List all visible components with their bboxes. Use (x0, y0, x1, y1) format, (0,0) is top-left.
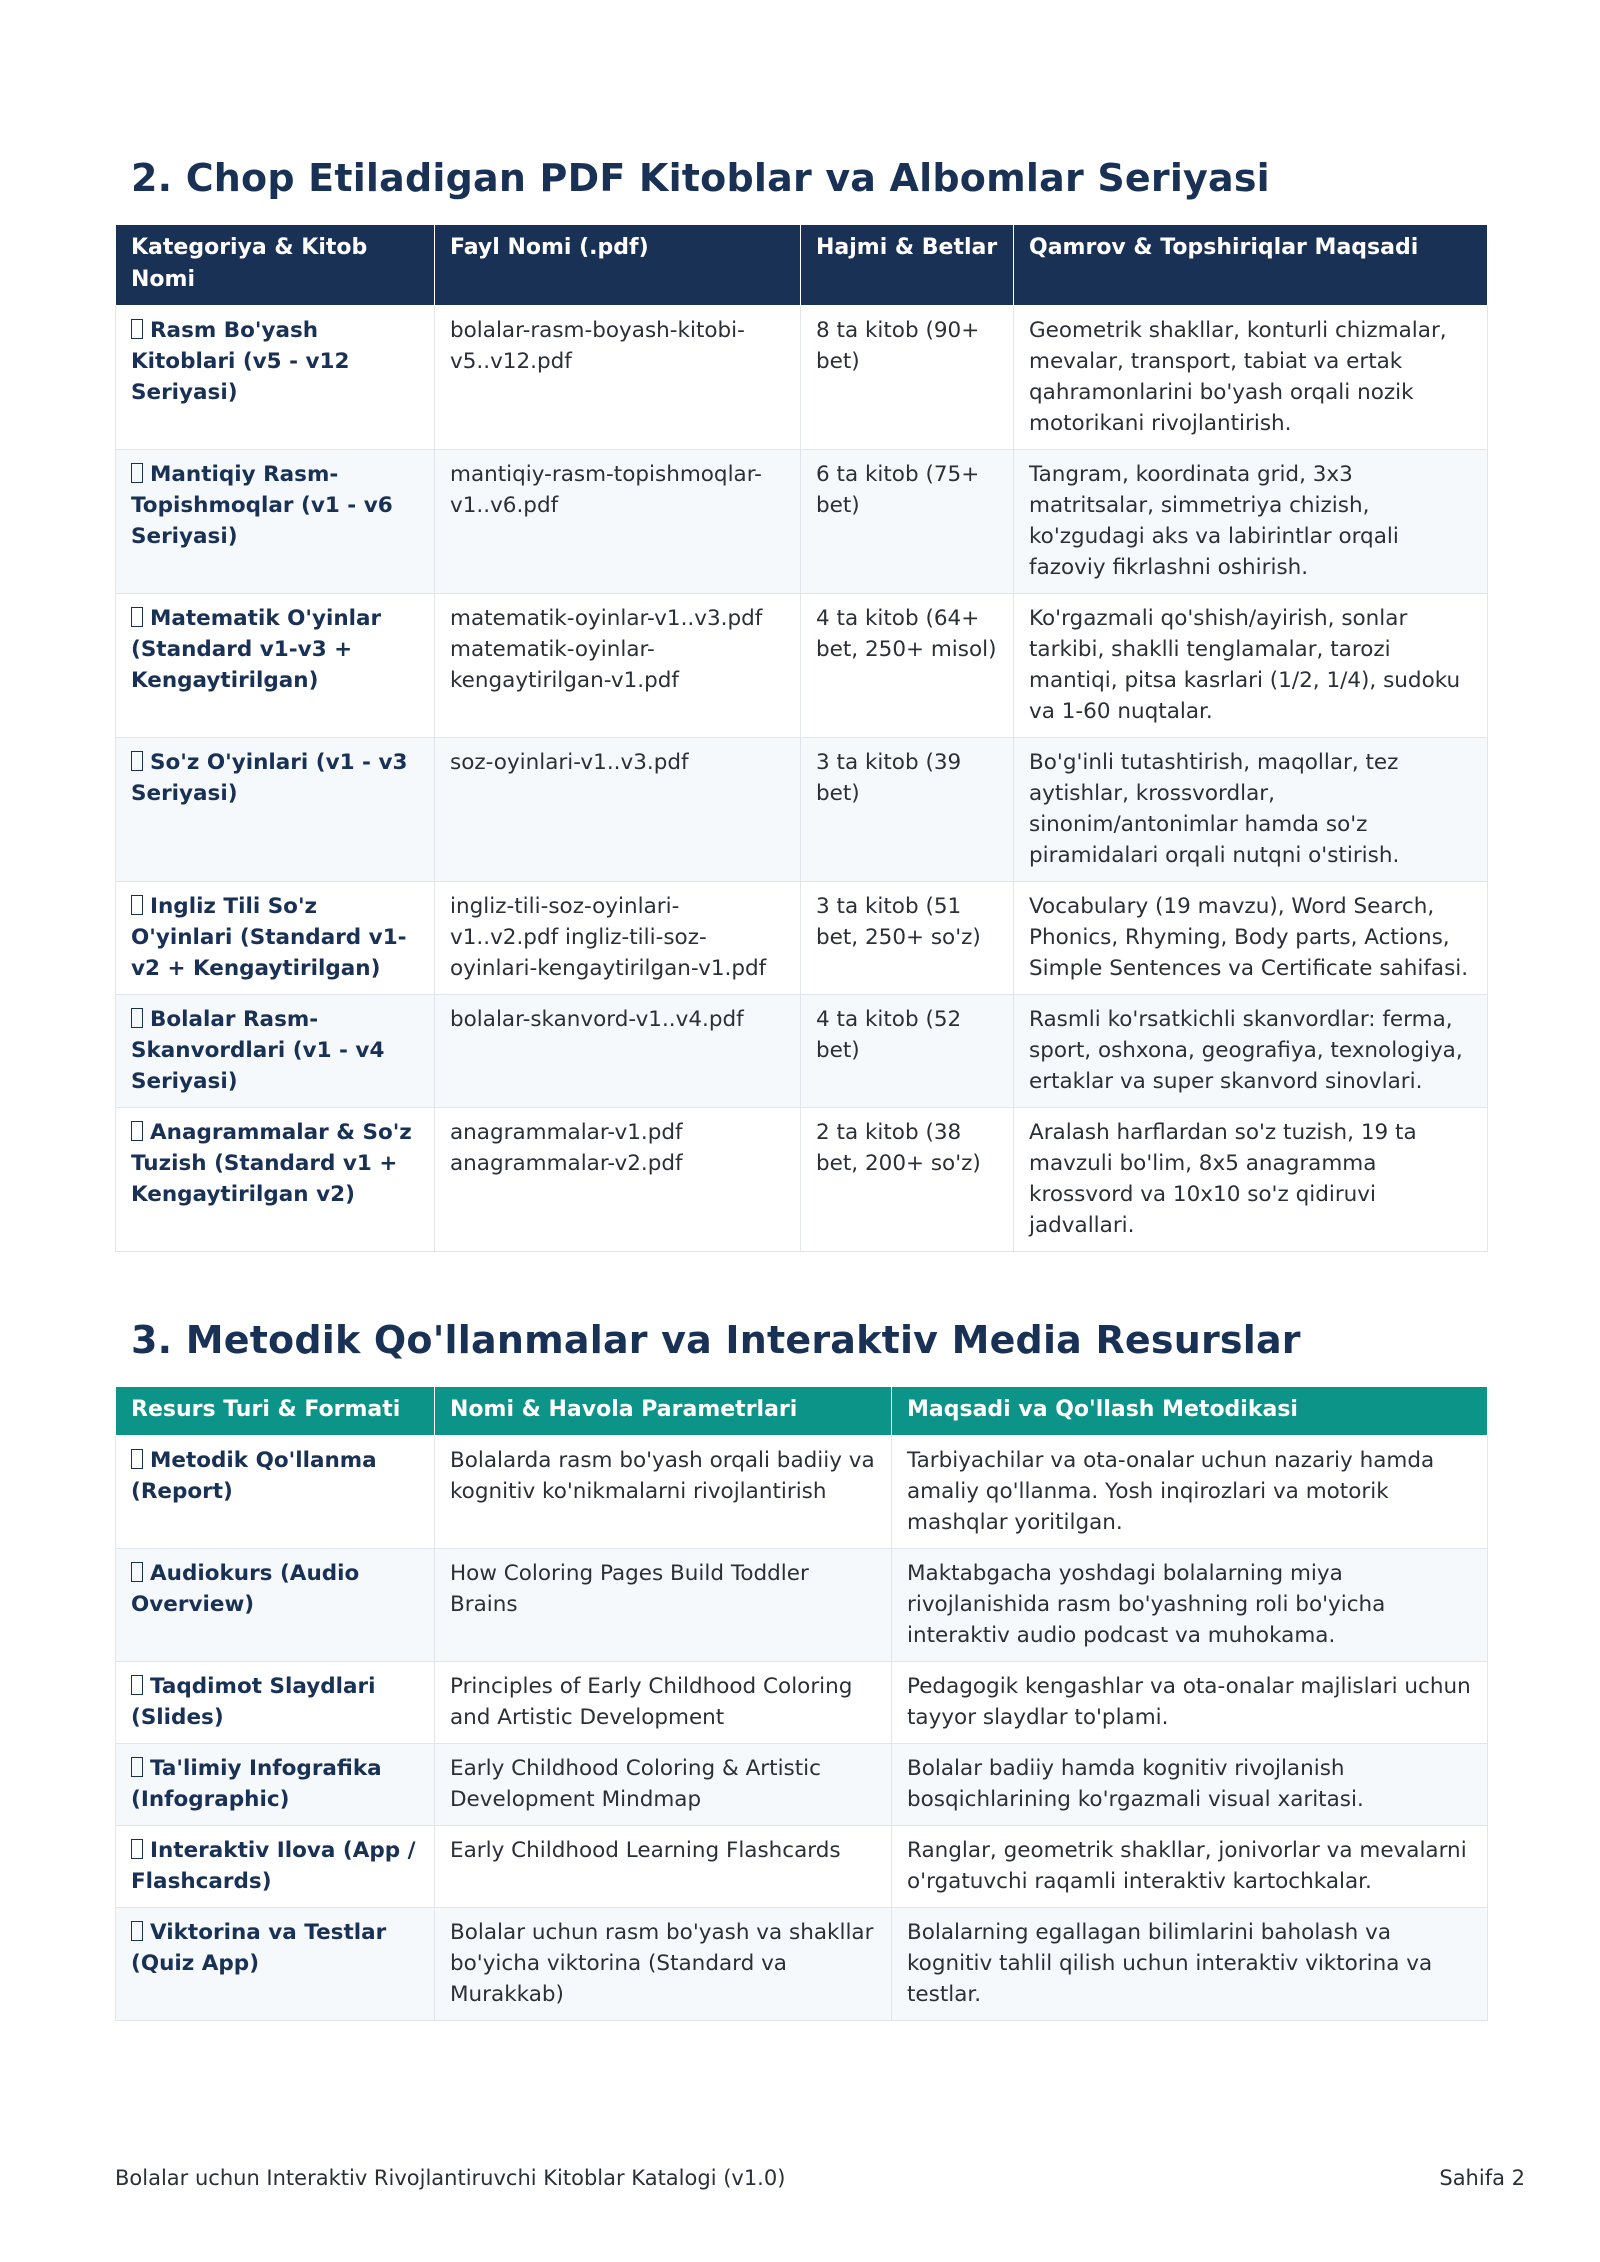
category-cell (116, 1662, 435, 1744)
missing-glyph-icon (131, 1675, 143, 1695)
media-resources-table (115, 1386, 1488, 2021)
table-header-row (116, 225, 1488, 306)
category-name: So'z O'yinlari (150, 750, 309, 775)
table-row (116, 1436, 1488, 1549)
table-row (116, 306, 1488, 450)
missing-glyph-icon (131, 1839, 143, 1859)
missing-glyph-icon (131, 1921, 143, 1941)
category-name: Ta'limiy Infografika (150, 1756, 382, 1781)
file-name-cell: bolalar-rasm-boyash-kitobi-v5..v12.pdf (435, 306, 801, 450)
table-row (116, 1108, 1488, 1252)
category-name: Viktorina va Testlar (150, 1920, 387, 1945)
category-series: (Quiz App) (131, 1951, 260, 1976)
purpose-cell: Rasmli ko'rsatkichli skanvordlar: ferma, sport, oshxona, geografiya, texnologiya, ertaklar va super skanvord sinovlari. (1014, 995, 1488, 1108)
category-name: Rasm Bo'yash Kitoblari (131, 318, 319, 374)
file-name-cell: anagrammalar-v1.pdf anagrammalar-v2.pdf (435, 1108, 801, 1252)
category-series: (App / Flashcards) (131, 1838, 416, 1894)
category-cell (116, 995, 435, 1108)
missing-glyph-icon (131, 463, 143, 483)
file-name-cell: ingliz-tili-soz-oyinlari-v1..v2.pdf ingliz-tili-soz-oyinlari-kengaytirilgan-v1.pdf (435, 882, 801, 995)
document-page (115, 148, 1487, 2021)
category-cell (116, 882, 435, 995)
category-cell (116, 1826, 435, 1908)
category-name: Anagrammalar & So'z Tuzish (131, 1120, 412, 1176)
category-name: Bolalar Rasm-Skanvordlari (131, 1007, 319, 1063)
category-series: (Report) (131, 1479, 233, 1504)
category-series: (Standard v1-v2 + Kengaytirilgan) (131, 925, 407, 981)
category-series: (Audio Overview) (131, 1561, 360, 1617)
category-series: (Standard v1-v3 + Kengaytirilgan) (131, 637, 353, 693)
file-name-cell: mantiqiy-rasm-topishmoqlar-v1..v6.pdf (435, 450, 801, 594)
column-header: Hajmi & Betlar (801, 225, 1014, 306)
purpose-cell: Bolalarning egallagan bilimlarini baholash va kognitiv tahlil qilish uchun interaktiv viktorina va testlar. (892, 1908, 1488, 2021)
table-row (116, 1549, 1488, 1662)
column-header: Nomi & Havola Parametrlari (435, 1387, 892, 1436)
category-name: Interaktiv Ilova (150, 1838, 336, 1863)
purpose-cell: Ko'rgazmali qo'shish/ayirish, sonlar tarkibi, shaklli tenglamalar, tarozi mantiqi, pitsa kasrlari (1/2, 1/4), sudoku va 1-60 nuqtalar. (1014, 594, 1488, 738)
category-series: (Standard v1 + Kengaytirilgan v2) (131, 1151, 398, 1207)
category-name: Metodik Qo'llanma (150, 1448, 377, 1473)
category-series: (Slides) (131, 1705, 224, 1730)
missing-glyph-icon (131, 319, 143, 339)
category-cell (116, 450, 435, 594)
table-row (116, 594, 1488, 738)
column-header: Resurs Turi & Formati (116, 1387, 435, 1436)
missing-glyph-icon (131, 895, 143, 915)
table-row (116, 1908, 1488, 2021)
missing-glyph-icon (131, 1562, 143, 1582)
file-name-cell: matematik-oyinlar-v1..v3.pdf matematik-oyinlar-kengaytirilgan-v1.pdf (435, 594, 801, 738)
purpose-cell: Vocabulary (19 mavzu), Word Search, Phonics, Rhyming, Body parts, Actions, Simple Sentences va Certificate sahifasi. (1014, 882, 1488, 995)
size-cell: 8 ta kitob (90+ bet) (801, 306, 1014, 450)
category-name: Mantiqiy Rasm-Topishmoqlar (131, 462, 339, 518)
resource-name-cell: Principles of Early Childhood Coloring and Artistic Development (435, 1662, 892, 1744)
resource-name-cell: Bolalar uchun rasm bo'yash va shakllar bo'yicha viktorina (Standard va Murakkab) (435, 1908, 892, 2021)
size-cell: 4 ta kitob (64+ bet, 250+ misol) (801, 594, 1014, 738)
missing-glyph-icon (131, 1008, 143, 1028)
size-cell: 6 ta kitob (75+ bet) (801, 450, 1014, 594)
category-series: (v1 - v6 Seriyasi) (131, 493, 393, 549)
table-row (116, 995, 1488, 1108)
category-series: (v5 - v12 Seriyasi) (131, 349, 350, 405)
category-cell (116, 594, 435, 738)
category-cell (116, 1744, 435, 1826)
category-cell (116, 1108, 435, 1252)
missing-glyph-icon (131, 1757, 143, 1777)
size-cell: 3 ta kitob (51 bet, 250+ so'z) (801, 882, 1014, 995)
purpose-cell: Bolalar badiiy hamda kognitiv rivojlanish bosqichlarining ko'rgazmali visual xaritasi. (892, 1744, 1488, 1826)
category-cell (116, 1908, 435, 2021)
size-cell: 2 ta kitob (38 bet, 200+ so'z) (801, 1108, 1014, 1252)
purpose-cell: Pedagogik kengashlar va ota-onalar majlislari uchun tayyor slaydlar to'plami. (892, 1662, 1488, 1744)
purpose-cell: Aralash harflardan so'z tuzish, 19 ta mavzuli bo'lim, 8x5 anagramma krossvord va 10x10 so'z qidiruvi jadvallari. (1014, 1108, 1488, 1252)
category-cell (116, 1436, 435, 1549)
footer-page-number: Sahifa 2 (1439, 2166, 1525, 2190)
file-name-cell: bolalar-skanvord-v1..v4.pdf (435, 995, 801, 1108)
purpose-cell: Tangram, koordinata grid, 3x3 matritsalar, simmetriya chizish, ko'zgudagi aks va labirintlar orqali fazoviy fikrlashni oshirish. (1014, 450, 1488, 594)
size-cell: 3 ta kitob (39 bet) (801, 738, 1014, 882)
missing-glyph-icon (131, 1449, 143, 1469)
table-row (116, 738, 1488, 882)
table-row (116, 882, 1488, 995)
purpose-cell: Bo'g'inli tutashtirish, maqollar, tez aytishlar, krossvordlar, sinonim/antonimlar hamda so'z piramidalari orqali nutqni o'stirish. (1014, 738, 1488, 882)
table-row (116, 1744, 1488, 1826)
column-header: Qamrov & Topshiriqlar Maqsadi (1014, 225, 1488, 306)
resource-name-cell: How Coloring Pages Build Toddler Brains (435, 1549, 892, 1662)
purpose-cell: Ranglar, geometrik shakllar, jonivorlar va mevalarni o'rgatuvchi raqamli interaktiv kartochkalar. (892, 1826, 1488, 1908)
column-header: Kategoriya & Kitob Nomi (116, 225, 435, 306)
purpose-cell: Maktabgacha yoshdagi bolalarning miya rivojlanishida rasm bo'yashning roli bo'yicha interaktiv audio podcast va muhokama. (892, 1549, 1488, 1662)
category-name: Taqdimot Slaydlari (150, 1674, 376, 1699)
category-name: Ingliz Tili So'z O'yinlari (131, 894, 318, 950)
table-header-row (116, 1387, 1488, 1436)
pdf-books-table (115, 224, 1488, 1252)
section-title-media-resources: 3. Metodik Qo'llanmalar va Interaktiv Media Resurslar (131, 1318, 1301, 1362)
missing-glyph-icon (131, 751, 143, 771)
category-series: (v1 - v3 Seriyasi) (131, 750, 408, 806)
category-series: (Infographic) (131, 1787, 290, 1812)
purpose-cell: Tarbiyachilar va ota-onalar uchun nazariy hamda amaliy qo'llanma. Yosh inqirozlari va motorik mashqlar yoritilgan. (892, 1436, 1488, 1549)
missing-glyph-icon (131, 607, 143, 627)
category-name: Audiokurs (150, 1561, 273, 1586)
purpose-cell: Geometrik shakllar, konturli chizmalar, mevalar, transport, tabiat va ertak qahramonlarini bo'yash orqali nozik motorikani rivojlantirish. (1014, 306, 1488, 450)
missing-glyph-icon (131, 1121, 143, 1141)
category-cell (116, 306, 435, 450)
table-row (116, 1662, 1488, 1744)
section-title-pdf-books: 2. Chop Etiladigan PDF Kitoblar va Albomlar Seriyasi (131, 156, 1270, 200)
file-name-cell: soz-oyinlari-v1..v3.pdf (435, 738, 801, 882)
category-cell (116, 738, 435, 882)
category-cell (116, 1549, 435, 1662)
column-header: Maqsadi va Qo'llash Metodikasi (892, 1387, 1488, 1436)
table-row (116, 450, 1488, 594)
page-footer (115, 2166, 1525, 2190)
category-series: (v1 - v4 Seriyasi) (131, 1038, 385, 1094)
footer-catalog-title: Bolalar uchun Interaktiv Rivojlantiruvchi Kitoblar Katalogi (v1.0) (115, 2166, 786, 2190)
column-header: Fayl Nomi (.pdf) (435, 225, 801, 306)
resource-name-cell: Early Childhood Learning Flashcards (435, 1826, 892, 1908)
category-name: Matematik O'yinlar (150, 606, 382, 631)
resource-name-cell: Early Childhood Coloring & Artistic Development Mindmap (435, 1744, 892, 1826)
resource-name-cell: Bolalarda rasm bo'yash orqali badiiy va kognitiv ko'nikmalarni rivojlantirish (435, 1436, 892, 1549)
size-cell: 4 ta kitob (52 bet) (801, 995, 1014, 1108)
table-row (116, 1826, 1488, 1908)
